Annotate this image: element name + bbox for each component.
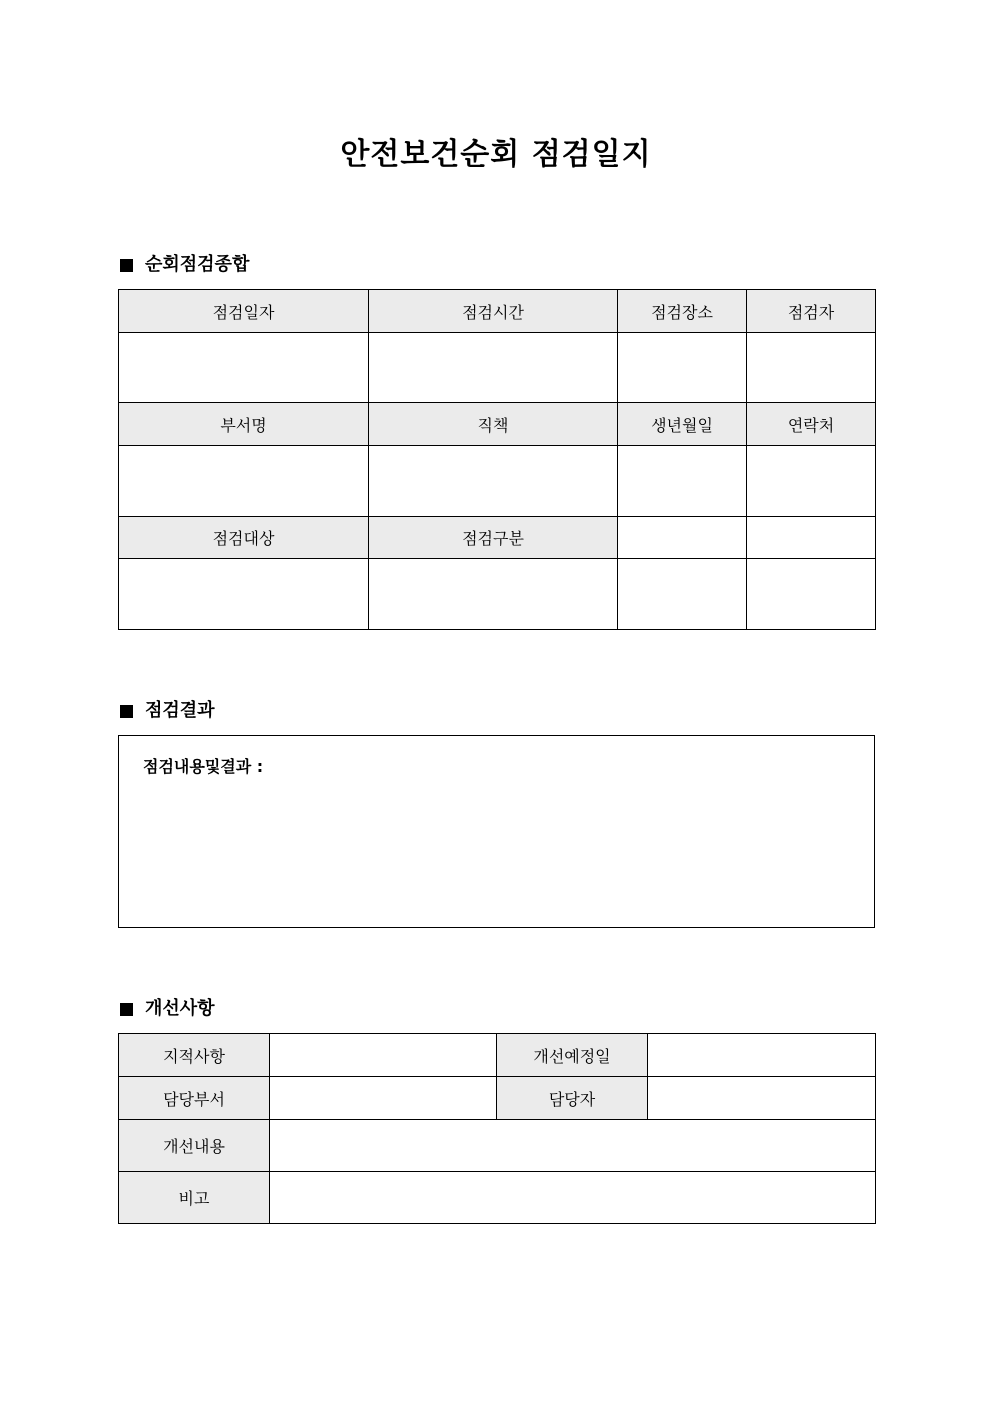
issue-field[interactable] bbox=[270, 1034, 497, 1077]
summary-header-row-2 bbox=[119, 403, 876, 446]
blank-header-cell bbox=[618, 517, 747, 559]
improvement-row-1 bbox=[119, 1034, 876, 1077]
inspection-time-header: 점검시간 bbox=[369, 290, 618, 333]
inspection-result-label: 점검내용및결과 : bbox=[143, 757, 264, 776]
position-header: 직책 bbox=[369, 403, 618, 446]
improvement-row-4 bbox=[119, 1172, 876, 1224]
manager-field[interactable] bbox=[648, 1077, 876, 1120]
inspection-place-header: 점검장소 bbox=[618, 290, 747, 333]
result-section-heading bbox=[119, 699, 215, 723]
inspection-target-field[interactable] bbox=[119, 559, 369, 630]
result-heading-label: 점검결과 bbox=[145, 700, 215, 721]
contact-header: 연락처 bbox=[747, 403, 876, 446]
inspection-type-field[interactable] bbox=[369, 559, 618, 630]
responsible-department-header: 담당부서 bbox=[119, 1077, 270, 1120]
inspection-type-header: 점검구분 bbox=[369, 517, 618, 559]
inspection-time-field[interactable] bbox=[369, 333, 618, 403]
improvement-table bbox=[118, 1033, 876, 1224]
square-bullet-icon bbox=[120, 1003, 133, 1016]
summary-value-row-3 bbox=[119, 559, 876, 630]
position-field[interactable] bbox=[369, 446, 618, 517]
square-bullet-icon bbox=[120, 259, 133, 272]
due-date-field[interactable] bbox=[648, 1034, 876, 1077]
contact-field[interactable] bbox=[747, 446, 876, 517]
summary-heading-label: 순회점검종합 bbox=[145, 254, 250, 275]
inspection-place-field[interactable] bbox=[618, 333, 747, 403]
department-name-field[interactable] bbox=[119, 446, 369, 517]
department-name-header: 부서명 bbox=[119, 403, 369, 446]
due-date-header: 개선예정일 bbox=[497, 1034, 648, 1077]
inspection-date-field[interactable] bbox=[119, 333, 369, 403]
summary-value-row-2 bbox=[119, 446, 876, 517]
inspector-field[interactable] bbox=[747, 333, 876, 403]
document-title: 안전보건순회 점검일지 bbox=[340, 137, 652, 172]
improvement-heading-label: 개선사항 bbox=[145, 998, 215, 1019]
summary-header-row-3 bbox=[119, 517, 876, 559]
issue-header: 지적사항 bbox=[119, 1034, 270, 1077]
improvement-row-2 bbox=[119, 1077, 876, 1120]
inspection-date-header: 점검일자 bbox=[119, 290, 369, 333]
square-bullet-icon bbox=[120, 705, 133, 718]
inspector-header: 점검자 bbox=[747, 290, 876, 333]
blank-field[interactable] bbox=[618, 559, 747, 630]
responsible-department-field[interactable] bbox=[270, 1077, 497, 1120]
summary-table bbox=[118, 289, 876, 630]
manager-header: 담당자 bbox=[497, 1077, 648, 1120]
inspection-target-header: 점검대상 bbox=[119, 517, 369, 559]
improvement-content-header: 개선내용 bbox=[119, 1120, 270, 1172]
remarks-field[interactable] bbox=[270, 1172, 876, 1224]
blank-field[interactable] bbox=[747, 559, 876, 630]
summary-value-row-1 bbox=[119, 333, 876, 403]
birth-date-field[interactable] bbox=[618, 446, 747, 517]
improvement-content-field[interactable] bbox=[270, 1120, 876, 1172]
inspection-result-box[interactable] bbox=[118, 735, 875, 928]
summary-section-heading bbox=[119, 253, 249, 277]
improvement-row-3 bbox=[119, 1120, 876, 1172]
birth-date-header: 생년월일 bbox=[618, 403, 747, 446]
blank-header-cell bbox=[747, 517, 876, 559]
summary-header-row-1 bbox=[119, 290, 876, 333]
remarks-header: 비고 bbox=[119, 1172, 270, 1224]
improvement-section-heading bbox=[119, 997, 215, 1021]
